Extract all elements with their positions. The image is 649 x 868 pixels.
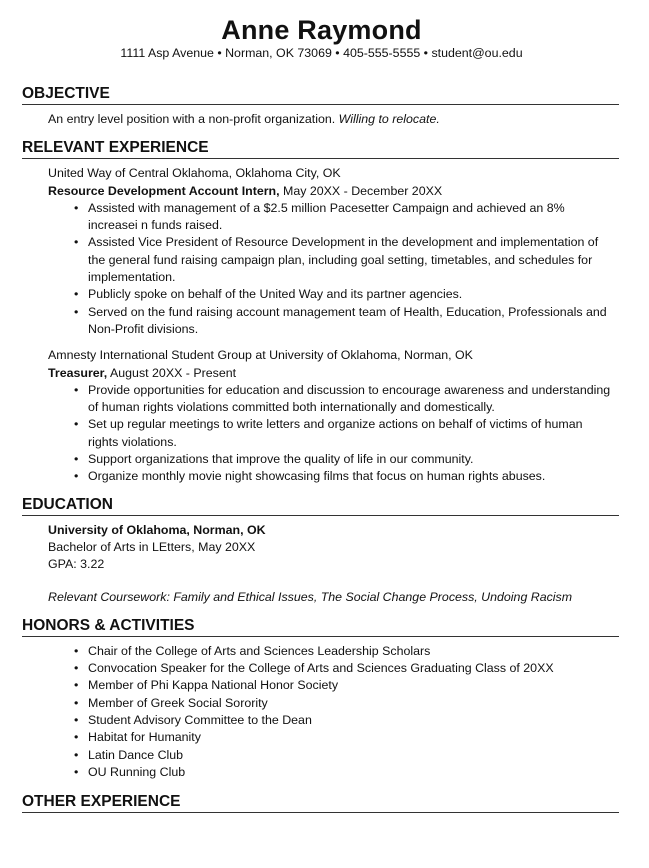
experience-heading: RELEVANT EXPERIENCE	[22, 139, 619, 159]
other-experience-heading: OTHER EXPERIENCE	[22, 793, 619, 813]
objective-relocate-note: Willing to relocate.	[338, 112, 440, 126]
honor-item: • Chair of the College of Arts and Sciences Leadership Scholars	[88, 643, 621, 660]
job-duty-item: • Served on the fund raising account management team of Health, Education, Professionals and Non-Profit divisions.	[88, 304, 621, 339]
honors-section	[22, 617, 621, 781]
job-role	[22, 183, 621, 200]
job-duty-item: • Assisted with management of a $2.5 million Pacesetter Campaign and achieved an 8% increasei n funds raised.	[88, 200, 621, 235]
education-gpa: GPA: 3.22	[48, 557, 105, 572]
honor-item: • OU Running Club	[88, 764, 621, 781]
honor-item: • Member of Phi Kappa National Honor Society	[88, 677, 621, 694]
job-organization: United Way of Central Oklahoma, Oklahoma City, OK	[48, 166, 341, 181]
experience-section	[22, 139, 621, 485]
honors-list	[22, 643, 621, 781]
objective-statement: An entry level position with a non-profit organization.	[48, 112, 336, 126]
job-duty-item: • Provide opportunities for education and discussion to encourage awareness and understanding of human rights violations committed both internationally and domestically.	[88, 382, 621, 417]
job-duty-item: • Organize monthly movie night showcasing films that focus on human rights abuses.	[88, 468, 621, 485]
job-entry	[22, 347, 621, 485]
job-duty-item: • Support organizations that improve the quality of life in our community.	[88, 451, 621, 468]
job-duty-item: • Set up regular meetings to write letters and organize actions on behalf of victims of human rights violations.	[88, 416, 621, 451]
job-organization: Amnesty International Student Group at University of Oklahoma, Norman, OK	[48, 348, 473, 363]
honor-item: • Habitat for Humanity	[88, 729, 621, 746]
job-dates: August 20XX - Present	[110, 365, 237, 380]
job-duty-item: • Publicly spoke on behalf of the United Way and its partner agencies.	[88, 286, 621, 303]
honor-item: • Member of Greek Social Sorority	[88, 695, 621, 712]
education-heading: EDUCATION	[22, 496, 619, 516]
education-degree: Bachelor of Arts in LEtters, May 20XX	[48, 539, 256, 554]
honor-item: • Student Advisory Committee to the Dean	[88, 712, 621, 729]
job-dates: May 20XX - December 20XX	[283, 183, 443, 198]
objective-text	[22, 111, 621, 128]
education-section	[22, 496, 621, 606]
job-duty-item: • Assisted Vice President of Resource Development in the development and implementation of the general fund raising campaign plan, including goal setting, timetables, and schedules for implementation.	[88, 234, 621, 286]
job-title: Resource Development Account Intern,	[48, 183, 280, 198]
job-role	[22, 365, 621, 382]
honor-item: • Convocation Speaker for the College of Arts and Sciences Graduating Class of 20XX	[88, 660, 621, 677]
job-duties-list	[22, 200, 621, 338]
education-school: University of Oklahoma, Norman, OK	[48, 522, 266, 537]
applicant-name: Anne Raymond	[221, 15, 422, 45]
other-experience-section	[22, 793, 621, 813]
education-coursework: Relevant Coursework: Family and Ethical Issues, The Social Change Process, Undoing Racism	[48, 589, 573, 604]
objective-section	[22, 85, 621, 128]
objective-heading: OBJECTIVE	[22, 85, 619, 105]
job-entry	[22, 165, 621, 338]
job-title: Treasurer,	[48, 365, 108, 380]
job-duties-list	[22, 382, 621, 486]
honor-item: • Latin Dance Club	[88, 747, 621, 764]
contact-line: 1111 Asp Avenue • Norman, OK 73069 • 405-555-5555 • student@ou.edu	[120, 46, 523, 60]
honors-heading: HONORS & ACTIVITIES	[22, 617, 619, 637]
